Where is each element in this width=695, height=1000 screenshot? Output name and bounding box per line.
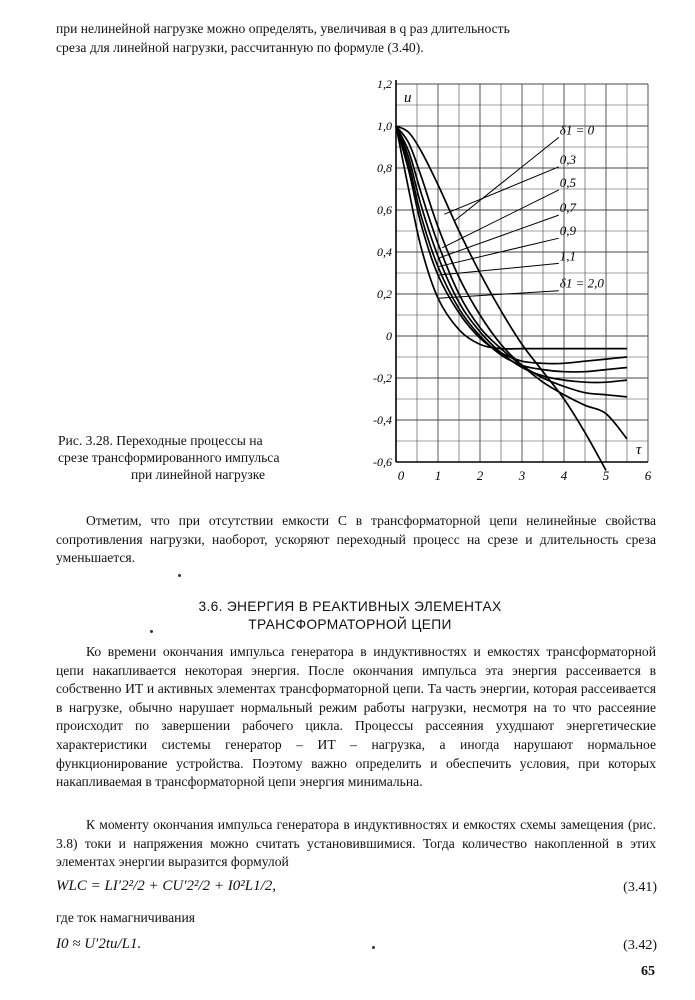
formula-3-41 xyxy=(56,878,276,895)
chart-grid xyxy=(396,84,648,462)
y-tick-label: 0 xyxy=(386,329,392,343)
y-tick-label: -0,4 xyxy=(373,413,392,427)
magnetizing-current-text: где ток намагничивания xyxy=(56,910,195,925)
chart-series xyxy=(396,126,627,470)
chart-labels xyxy=(373,77,652,483)
y-tick-label: 1,0 xyxy=(377,119,392,133)
body-paragraph-1-text: Ко времени окончания импульса генератора в индуктивностях и емкостях трансформаторной цепи накапливается некоторая энергия. После окончания импульса эта энергия рассеивается в собственно ИТ и активных элементах трансформаторной цепи. Та часть энергии, которая рассеивается в нагрузке, обычно нарушает нормальный режим работы нагрузки, несмотря на то что рассеяние происходит по завершении рабочего цикла. Процессы рассеяния ухудшают энергетические характеристики системы генератор – ИТ – нагрузка, а иногда нарушают нормальное функционирование устройства. Поэтому важно определить и обеспечить условия, при которых накапливаемая в трансформаторной цепи энергия минимальна. xyxy=(56,644,656,790)
legend-leader-line xyxy=(444,167,559,214)
x-tick-label: 3 xyxy=(518,468,526,483)
section-title-line2: ТРАНСФОРМАТОРНОЙ ЦЕПИ xyxy=(248,617,452,632)
equation-number-3-41: (3.41) xyxy=(623,880,657,895)
x-tick-label: 2 xyxy=(476,468,484,483)
figure-caption xyxy=(58,432,338,483)
x-tick-label: 4 xyxy=(560,468,568,483)
top-paragraph-line1: при нелинейной нагрузке можно определять, увеличивая в q раз длительность xyxy=(56,21,510,36)
y-tick-label: -0,2 xyxy=(373,371,392,385)
legend-label: 0,9 xyxy=(559,223,577,239)
x-tick-label: 1 xyxy=(434,468,442,483)
note-paragraph xyxy=(56,512,656,568)
legend-leader-line xyxy=(442,190,559,248)
y-tick-label: 0,2 xyxy=(377,287,392,301)
legend-label: 1,1 xyxy=(559,248,577,264)
x-tick-label: 5 xyxy=(602,468,610,483)
formula-3-41-text: WLC = LI′2²/2 + CU′2²/2 + I0²L1/2, xyxy=(56,878,277,894)
y-tick-label: -0,6 xyxy=(373,455,392,469)
y-tick-label: 0,8 xyxy=(377,161,392,175)
y-tick-label: 0,4 xyxy=(377,245,392,259)
y-tick-label: 1,2 xyxy=(377,77,392,91)
equation-number-3-42: (3.42) xyxy=(623,938,657,953)
top-paragraph-line2: среза для линейной нагрузки, рассчитанную по формуле (3.40). xyxy=(56,39,424,55)
page-number: 65 xyxy=(641,964,655,979)
speck xyxy=(178,574,181,577)
x-axis-label: τ xyxy=(636,442,642,458)
legend-label: 0,5 xyxy=(559,174,577,190)
legend-label: 0,3 xyxy=(559,151,577,167)
caption-line1: Рис. 3.28. Переходные процессы на xyxy=(58,433,263,448)
legend-leader-line xyxy=(438,291,559,299)
formula-3-42-text: I0 ≈ U′2tи/L1. xyxy=(56,936,142,952)
body-paragraph-1 xyxy=(56,643,656,792)
top-paragraph xyxy=(56,20,656,57)
transient-chart xyxy=(360,74,660,494)
body-paragraph-2 xyxy=(56,816,656,872)
x-tick-label: 0 xyxy=(397,468,405,483)
section-heading xyxy=(100,598,600,634)
speck xyxy=(372,946,375,949)
caption-line3: при линейной нагрузке xyxy=(130,467,266,482)
body-paragraph-2-text: К моменту окончания импульса генератора в индуктивностях и емкостях схемы замещения (рис. 3.8) токи и напряжения можно считать установившимися. Тогда количество накопленной в этих элементах энергии выразится формулой xyxy=(56,817,656,870)
legend-label: 0,7 xyxy=(559,200,577,216)
caption-line2: срезе трансформированного импульса xyxy=(58,450,280,465)
legend-leader-line xyxy=(438,238,559,267)
speck xyxy=(150,630,153,633)
x-tick-label: 6 xyxy=(644,468,652,483)
legend-label: δ1 = 2,0 xyxy=(559,275,604,291)
section-title-line1: 3.6. ЭНЕРГИЯ В РЕАКТИВНЫХ ЭЛЕМЕНТАХ xyxy=(198,599,502,614)
formula-3-42 xyxy=(56,936,141,953)
y-tick-label: 0,6 xyxy=(377,203,392,217)
legend-label: δ1 = 0 xyxy=(559,122,595,138)
y-axis-label: u xyxy=(404,90,412,106)
note-paragraph-text: Отметим, что при отсутствии емкости C в трансформаторной цепи нелинейные свойства сопротивления нагрузки, наоборот, ускоряют переходный процесс на срезе и длительность среза уменьшается. xyxy=(56,513,656,566)
